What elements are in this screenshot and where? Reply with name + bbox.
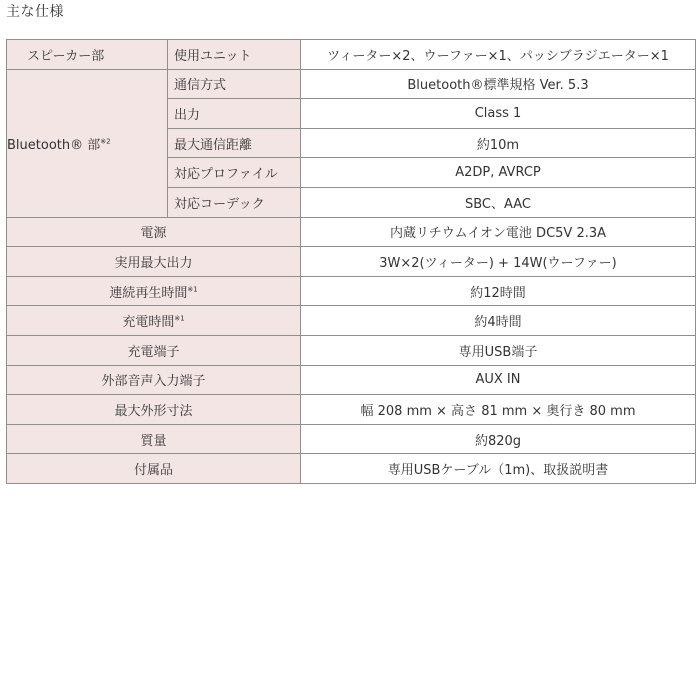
row-label-text: 充電端子 (127, 344, 180, 360)
table-row (7, 454, 696, 484)
spec-table (6, 39, 696, 484)
row-label-text: 電源 (140, 226, 167, 242)
row-label (7, 306, 301, 336)
table-row (7, 365, 696, 395)
table-row (7, 217, 696, 247)
row-value: SBC、AAC (301, 187, 696, 217)
row-value: ツィーター×2、ウーファー×1、パッシブラジエーター×1 (301, 40, 696, 70)
table-row (7, 40, 696, 70)
row-label: 使用ユニット (168, 40, 301, 70)
row-label (7, 217, 301, 247)
row-label-text: 実用最大出力 (114, 255, 193, 271)
table-row (7, 276, 696, 306)
table-row (7, 424, 696, 454)
row-label-text: 付属品 (133, 463, 173, 479)
table-row (7, 69, 696, 99)
table-row (7, 247, 696, 277)
row-label-text: 質量 (140, 433, 167, 449)
row-value: 専用USBケーブル（1m)、取扱説明書 (301, 454, 696, 484)
row-value: 約10m (301, 128, 696, 158)
row-label (7, 424, 301, 454)
table-row (7, 306, 696, 336)
row-value: 幅 208 mm × 高さ 81 mm × 奥行き 80 mm (301, 395, 696, 425)
row-label (7, 454, 301, 484)
bluetooth-label-text: Bluetooth® 部 (7, 137, 101, 153)
row-value: Bluetooth®標準規格 Ver. 5.3 (301, 69, 696, 99)
row-value: 専用USB端子 (301, 335, 696, 365)
page-title: 主な仕様 (6, 4, 64, 20)
footnote-mark: ※2 (100, 137, 111, 146)
row-value: 約820g (301, 424, 696, 454)
speaker-section-label: スピーカー部 (7, 40, 168, 70)
row-value: A2DP, AVRCP (301, 158, 696, 188)
row-label: 通信方式 (168, 69, 301, 99)
row-label: 最大通信距離 (168, 128, 301, 158)
row-label-text: 外部音声入力端子 (101, 374, 206, 390)
row-label (7, 395, 301, 425)
footnote-mark: ※1 (187, 285, 198, 294)
row-value: 約4時間 (301, 306, 696, 336)
row-label-text: 充電時間 (122, 315, 175, 331)
row-label (7, 276, 301, 306)
bluetooth-section-label (7, 69, 168, 217)
row-value: 約12時間 (301, 276, 696, 306)
row-value: 内蔵リチウムイオン電池 DC5V 2.3A (301, 217, 696, 247)
row-label: 対応プロファイル (168, 158, 301, 188)
table-row (7, 395, 696, 425)
row-label-text: 連続再生時間 (109, 285, 188, 301)
row-label-text: 最大外形寸法 (114, 403, 193, 419)
row-label (7, 365, 301, 395)
table-row (7, 335, 696, 365)
row-value: AUX IN (301, 365, 696, 395)
row-label (7, 335, 301, 365)
footnote-mark: ※1 (174, 314, 185, 323)
row-label: 出力 (168, 99, 301, 129)
row-value: Class 1 (301, 99, 696, 129)
row-label: 対応コーデック (168, 187, 301, 217)
row-label (7, 247, 301, 277)
row-value: 3W×2(ツィーター) + 14W(ウーファー) (301, 247, 696, 277)
